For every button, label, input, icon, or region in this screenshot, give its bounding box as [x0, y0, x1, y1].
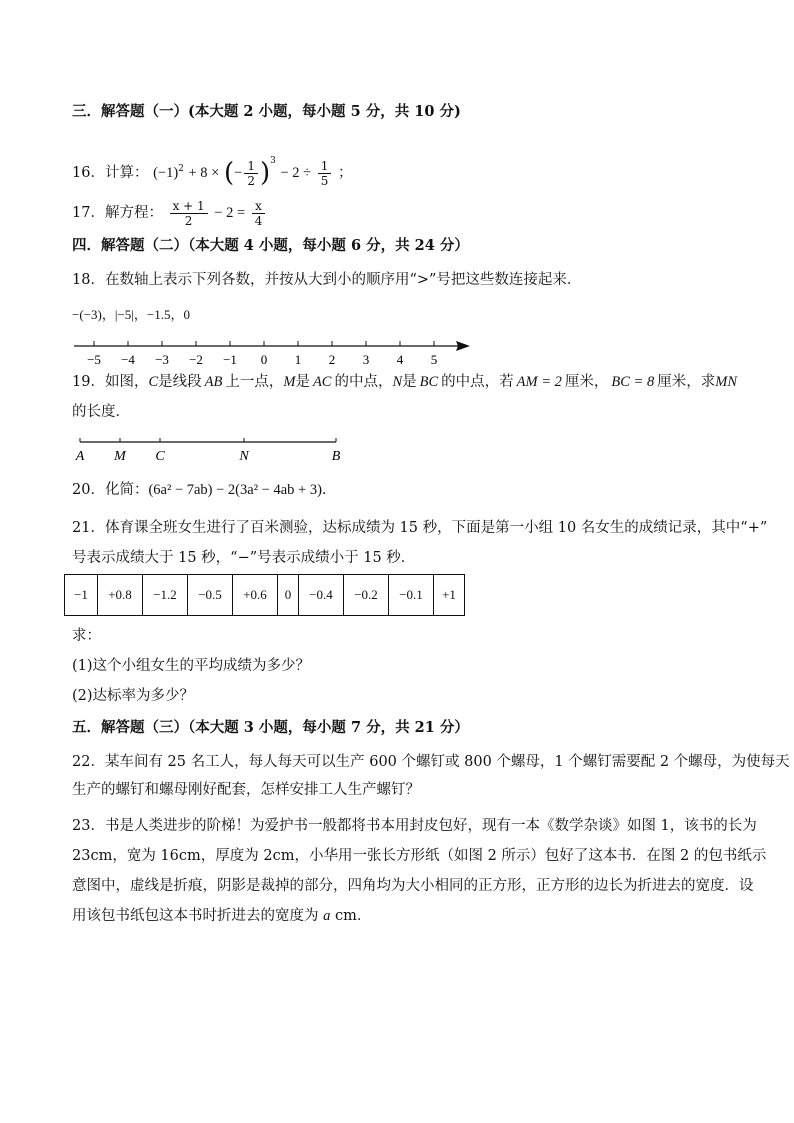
- q22-line1: 22．某车间有 25 名工人，每人每天可以生产 600 个螺钉或 800 个螺母，1 个螺钉需要配 2 个螺母，为使每天: [72, 754, 790, 770]
- q17-prefix: 17．解方程：: [72, 205, 163, 221]
- score-cell: −0.4: [299, 575, 344, 616]
- q19-var-bc: BC: [419, 374, 439, 390]
- section-5-title: 五．解答题（三）（本大题 3 小题，每小题 7 分，共 21 分）: [72, 719, 469, 736]
- q23-line4-a: 用该包书纸包这本书时折进去的宽度为: [72, 908, 324, 924]
- q16-minus: −: [234, 165, 243, 181]
- score-cell: 0: [278, 575, 299, 616]
- q23-line4: [72, 906, 371, 926]
- q23-line4-b: cm．: [330, 908, 372, 924]
- q19-line2: 的长度．: [72, 404, 130, 420]
- q21-sub1: (1)这个小组女生的平均成绩为多少？: [72, 658, 311, 674]
- section-4-title: 四．解答题（二）（本大题 4 小题，每小题 6 分，共 24 分）: [72, 237, 469, 254]
- q16-frac-den: 2: [247, 173, 255, 188]
- q19-text-d: 是: [295, 374, 310, 390]
- q19-text-a: 19．如图，: [72, 374, 149, 390]
- q16-frac2-num: 1: [318, 159, 332, 174]
- number-line-tick-label: 0: [260, 352, 268, 367]
- q17-mid: − 2 =: [214, 205, 246, 221]
- score-cell: −0.5: [188, 575, 233, 616]
- q19-bc-eq: BC = 8: [611, 374, 655, 390]
- q16-expr3: − 2 ÷: [280, 165, 312, 181]
- q19-text-g: 的中点，若: [441, 374, 514, 390]
- q19-var-mn: MN: [715, 374, 737, 390]
- q19-line1: [72, 372, 737, 392]
- q22-line2: 生产的螺钉和螺母刚好配套，怎样安排工人生产螺钉？: [72, 782, 420, 798]
- score-cell: +1: [434, 575, 465, 616]
- q19-var-ab: AB: [204, 374, 223, 390]
- q16-fraction2: [318, 159, 332, 188]
- q16-lparen: (: [223, 158, 235, 188]
- q17-frac2-den: 4: [254, 213, 263, 228]
- segment-point-label: N: [239, 449, 249, 464]
- q18-numbers: −(−3)，|−5|，−1.5，0: [72, 307, 190, 322]
- q19-var-n: N: [392, 374, 403, 390]
- q17-fraction2: [252, 199, 266, 228]
- number-line-tick-label: 2: [328, 352, 336, 367]
- number-line-tick-label: 4: [396, 352, 404, 367]
- q17-frac-num: x + 1: [170, 199, 208, 214]
- q16-suffix: ；: [337, 165, 353, 181]
- question-16: [72, 144, 352, 190]
- number-line-tick-label: −2: [189, 352, 203, 367]
- segment-point-label: B: [331, 449, 341, 464]
- q16-exp1: 2: [178, 164, 184, 175]
- q19-text-f: 是: [402, 374, 417, 390]
- q19-var-c: C: [148, 374, 159, 390]
- q16-frac-num: 1: [244, 159, 258, 174]
- question-17: [72, 196, 267, 230]
- segment-point-label: A: [75, 449, 85, 464]
- q23-var-a: a: [323, 908, 331, 924]
- section-3-title: 三．解答题（一）(本大题 2 小题，每小题 5 分，共 10 分): [72, 103, 461, 120]
- q17-frac-den: 2: [184, 213, 193, 228]
- number-line-tick-label: −5: [87, 352, 101, 367]
- q21-ask: 求：: [72, 628, 101, 644]
- table-row: [65, 575, 465, 616]
- score-cell: +0.6: [233, 575, 278, 616]
- q23-line2: 23cm，宽为 16cm，厚度为 2cm，小华用一张长方形纸（如图 2 所示）包好了这本书．在图 2 的包书纸示: [72, 848, 767, 864]
- q17-frac2-num: x: [252, 199, 266, 214]
- q16-frac2-den: 5: [320, 173, 329, 188]
- number-line-tick-label: 3: [362, 352, 370, 367]
- scores-table: [64, 574, 465, 616]
- number-line-tick-label: −1: [223, 352, 237, 367]
- number-line-tick-label: −4: [121, 352, 135, 367]
- segment-point-label: C: [155, 449, 165, 464]
- number-line: [68, 334, 488, 374]
- q19-text-c: 上一点，: [225, 374, 284, 390]
- q19-text-e: 的中点，: [334, 374, 393, 390]
- q21-line2: 号表示成绩大于 15 秒，“−”号表示成绩小于 15 秒．: [72, 550, 416, 566]
- q21-line1: 21．体育课全班女生进行了百米测验，达标成绩为 15 秒，下面是第一小组 10 名女生的成绩记录，其中“+”: [72, 520, 768, 536]
- score-cell: −0.1: [389, 575, 434, 616]
- segment-diagram: [70, 432, 360, 466]
- q20-expr: (6a² − 7ab) − 2(3a² − 4ab + 3)．: [148, 482, 337, 498]
- question-20: [72, 480, 336, 500]
- q16-fraction: [244, 159, 258, 188]
- q23-line3: 意图中，虚线是折痕，阴影是裁掉的部分，四角均为大小相同的正方形，正方形的边长为折进去的宽度．设: [72, 878, 754, 894]
- q16-exp2: 3: [270, 156, 276, 166]
- number-line-tick-label: 1: [294, 352, 302, 367]
- score-cell: +0.8: [98, 575, 143, 616]
- q16-prefix: 16．计算：: [72, 165, 149, 181]
- q19-var-ac: AC: [312, 374, 332, 390]
- number-line-tick-label: −3: [155, 352, 169, 367]
- q21-sub2: (2)达标率为多少？: [72, 688, 195, 704]
- q18-text: 18．在数轴上表示下列各数，并按从大到小的顺序用“>”号把这些数连接起来．: [72, 272, 582, 288]
- q16-rparen: ): [259, 158, 271, 188]
- number-line-tick-label: 5: [430, 352, 438, 367]
- segment-point-label: M: [114, 449, 126, 464]
- score-cell: −0.2: [344, 575, 389, 616]
- q16-expr2: + 8 ×: [188, 165, 220, 181]
- q19-am-eq: AM = 2: [516, 374, 562, 390]
- q17-fraction: [170, 199, 208, 228]
- score-cell: −1: [65, 575, 98, 616]
- score-cell: −1.2: [143, 575, 188, 616]
- q19-text-b: 是线段: [158, 374, 202, 390]
- q19-var-m: M: [283, 374, 296, 390]
- q20-prefix: 20．化简：: [72, 482, 149, 498]
- q16-expr1: (−1): [153, 165, 179, 181]
- q19-text-h: 厘米，: [564, 374, 609, 390]
- number-line-arrow: [456, 341, 470, 351]
- q23-line1: 23．书是人类进步的阶梯！为爱护书一般都将书本用封皮包好，现有一本《数学杂谈》如图 1，该书的长为: [72, 818, 757, 834]
- q19-text-i: 厘米，求: [657, 374, 716, 390]
